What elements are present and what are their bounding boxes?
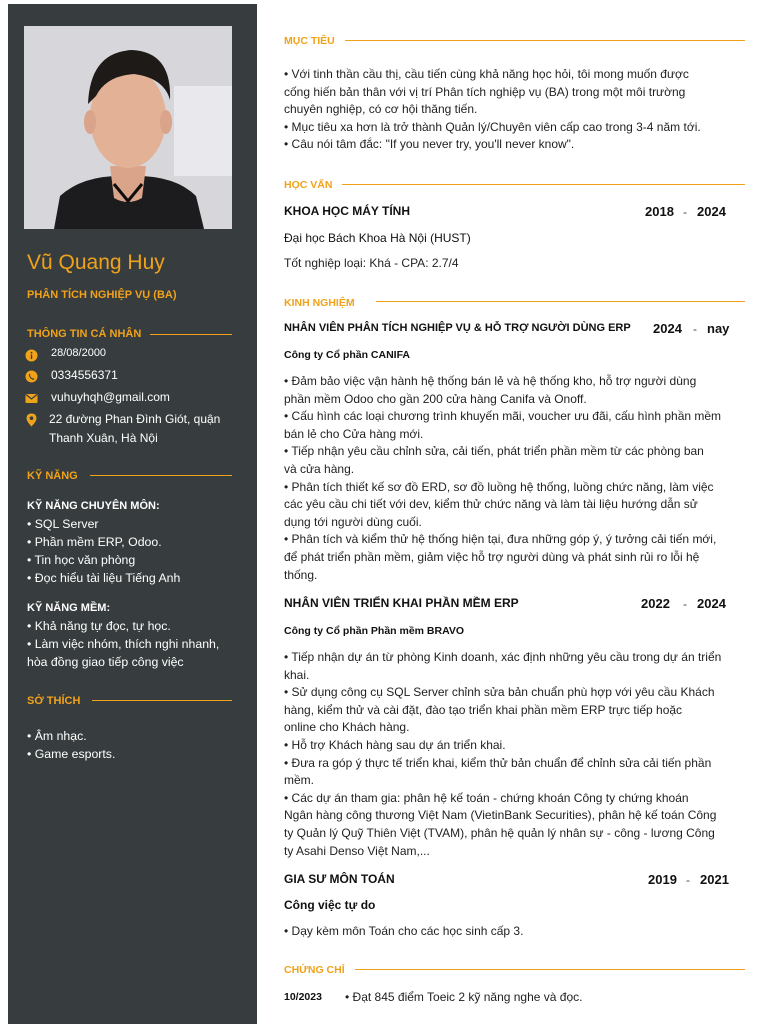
job-line: online cho Khách hàng. (284, 720, 410, 735)
info-icon (24, 348, 38, 362)
year-dash: - (683, 597, 687, 611)
address-row (24, 410, 220, 448)
job-from: 2024 (653, 321, 682, 336)
location-pin-icon (24, 413, 38, 427)
job-line: và cửa hàng. (284, 461, 355, 476)
certificate-date: 10/2023 (284, 991, 322, 1003)
job-company: Công ty Cổ phần CANIFA (284, 349, 410, 361)
certificate-text: • Đạt 845 điểm Toeic 2 kỹ năng nghe và đọc. (345, 990, 583, 1004)
objective-line: cống hiến bản thân với vị trí Phân tích nghiệp vụ (BA) trong một môi trường (284, 84, 686, 99)
objective-line: • Câu nói tâm đắc: "If you never try, you'll never know". (284, 137, 575, 152)
hard-skills-heading: KỸ NĂNG CHUYÊN MÔN: (27, 500, 160, 512)
phone-row (24, 368, 118, 383)
certificates-divider (355, 969, 745, 970)
soft-skills-list (27, 617, 219, 671)
job-line: Ngân hàng công thương Việt Nam (VietinBank Securities), phân hệ kế toán Công (284, 808, 717, 823)
education-school: Đại học Bách Khoa Hà Nội (HUST) (284, 231, 471, 245)
job-line: • Phân tích thiết kế sơ đồ ERD, sơ đồ luồng hệ thống, luồng chức năng, làm việc (284, 479, 714, 494)
job-line: • Hỗ trợ Khách hàng sau dự án triển khai. (284, 737, 506, 752)
job-description (284, 923, 746, 941)
birthday-text: 28/08/2000 (51, 347, 107, 359)
education-heading: HỌC VẤN (284, 179, 333, 191)
skills-divider (90, 475, 232, 476)
certificates-heading: CHỨNG CHỈ (284, 964, 345, 976)
job-company: Công việc tự do (284, 898, 376, 912)
education-divider (342, 184, 745, 185)
objective-line: chuyên nghiệp, có cơ hội thăng tiến. (284, 102, 478, 117)
job-title: NHÂN VIÊN PHÂN TÍCH NGHIỆP VỤ & HỖ TRỢ NGƯỜI DÙNG ERP (284, 322, 631, 334)
job-line: hàng, kiểm thử và cài đặt, đào tạo triển khai phần mềm ERP trực tiếp hoặc (284, 702, 683, 717)
email-row (24, 390, 170, 405)
education-result: Tốt nghiệp loại: Khá - CPA: 2.7/4 (284, 256, 459, 270)
job-to: nay (707, 321, 730, 336)
education-from: 2018 (645, 204, 674, 219)
objective-line: • Với tinh thần cầu thị, cầu tiến cùng khả năng học hỏi, tôi mong muốn được (284, 67, 689, 81)
job-line: các yêu cầu chi tiết với dev, kiểm thử chức năng và làm tài liệu hướng dẫn sử (284, 497, 698, 512)
list-item: • Đọc hiểu tài liệu Tiếng Anh (27, 571, 181, 585)
phone-icon (24, 369, 38, 383)
job-line: phần mềm Odoo cho gần 200 cửa hàng Canifa và Onoff. (284, 391, 587, 406)
profile-name: Vũ Quang Huy (27, 251, 165, 274)
job-line: bán lẻ cho Cửa hàng mới. (284, 426, 424, 441)
profile-role: PHÂN TÍCH NGHIỆP VỤ (BA) (27, 289, 177, 301)
contact-heading: THÔNG TIN CÁ NHÂN (27, 328, 142, 340)
sidebar (0, 0, 257, 1024)
job-title: GIA SƯ MÔN TOÁN (284, 872, 395, 886)
job-line: • Tiếp nhận dự án từ phòng Kinh doanh, xác định những yêu cầu trong dự án triển (284, 650, 722, 664)
objective-heading: MỤC TIÊU (284, 35, 335, 47)
job-line: • Tiếp nhận yêu cầu chỉnh sửa, cải tiến, phát triển phần mềm từ các phòng ban (284, 444, 704, 459)
email-text: vuhuyhqh@gmail.com (51, 390, 170, 404)
address-line-2: Thanh Xuân, Hà Nội (49, 431, 158, 445)
mail-icon (24, 391, 38, 405)
job-from: 2019 (648, 872, 677, 887)
list-item: • Làm việc nhóm, thích nghi nhanh, (27, 637, 220, 651)
job-line: thống. (284, 567, 318, 582)
education-to: 2024 (697, 204, 726, 219)
hobbies-list (27, 727, 115, 763)
skills-heading: KỸ NĂNG (27, 470, 78, 482)
job-to: 2021 (700, 872, 729, 887)
list-item: • Âm nhạc. (27, 729, 87, 743)
list-item: • SQL Server (27, 517, 99, 531)
list-item: • Khả năng tự đọc, tự học. (27, 619, 171, 633)
profile-photo (24, 26, 232, 229)
phone-text: 0334556371 (51, 368, 118, 382)
job-line: ty Quản lý Quỹ Thiên Việt (TVAM), phân hệ quản lý nhân sự - công - lương Công (284, 825, 715, 840)
hobbies-heading: SỞ THÍCH (27, 695, 81, 707)
birthday-row (24, 347, 106, 362)
year-dash: - (693, 322, 697, 336)
job-to: 2024 (697, 596, 726, 611)
list-item: • Game esports. (27, 747, 116, 761)
list-item: • Tin học văn phòng (27, 553, 136, 567)
job-title: NHÂN VIÊN TRIỂN KHAI PHẦN MỀM ERP (284, 596, 519, 610)
objective-line: • Mục tiêu xa hơn là trở thành Quản lý/Chuyên viên cấp cao trong 3-4 năm tới. (284, 119, 701, 134)
job-line: • Sử dụng công cụ SQL Server chỉnh sửa bản chuẩn phù hợp với yêu cầu Khách (284, 685, 715, 700)
job-line: • Phân tích và kiểm thử hệ thống hiện tại, đưa những góp ý, ý tưởng cải tiến mới, (284, 532, 717, 547)
hobbies-divider (92, 700, 232, 701)
year-dash: - (686, 873, 690, 887)
address-line-1: 22 đường Phan Đình Giót, quận (49, 412, 221, 426)
hard-skills-list (27, 515, 180, 587)
job-line: • Dạy kèm môn Toán cho các học sinh cấp 3. (284, 924, 524, 938)
job-line: để phát triển phần mềm, giảm việc hỗ trợ người dùng và phát sinh rủi ro lỗi hệ (284, 549, 700, 564)
job-description (284, 649, 746, 860)
job-description (284, 373, 746, 584)
job-company: Công ty Cổ phần Phần mềm BRAVO (284, 625, 465, 637)
soft-skills-heading: KỸ NĂNG MỀM: (27, 602, 111, 614)
experience-heading: KINH NGHIỆM (284, 297, 355, 309)
contact-divider (150, 334, 232, 335)
year-dash: - (683, 205, 687, 219)
job-line: dụng tới người dùng cuối. (284, 514, 422, 529)
list-item: • Phần mềm ERP, Odoo. (27, 535, 162, 549)
job-line: ty Asahi Denso Việt Nam,... (284, 843, 430, 858)
job-line: • Các dự án tham gia: phân hệ kế toán - chứng khoán Công ty chứng khoán (284, 790, 689, 805)
job-line: • Đảm bảo việc vận hành hệ thống bán lẻ và hệ thống kho, hỗ trợ người dùng (284, 374, 697, 388)
job-line: mềm. (284, 773, 314, 788)
job-line: • Cấu hình các loại chương trình khuyến mãi, voucher ưu đãi, cấu hình phần mềm (284, 409, 722, 424)
job-from: 2022 (641, 596, 670, 611)
list-item: hòa đồng giao tiếp công việc (27, 655, 184, 669)
objective-divider (345, 40, 745, 41)
job-line: • Đưa ra góp ý thực tế triển khai, kiểm thử bản chuẩn để chỉnh sửa cải tiến phần (284, 755, 712, 770)
job-line: khai. (284, 667, 310, 682)
education-major: KHOA HỌC MÁY TÍNH (284, 204, 410, 218)
experience-divider (376, 301, 745, 302)
objective-text (284, 66, 746, 154)
